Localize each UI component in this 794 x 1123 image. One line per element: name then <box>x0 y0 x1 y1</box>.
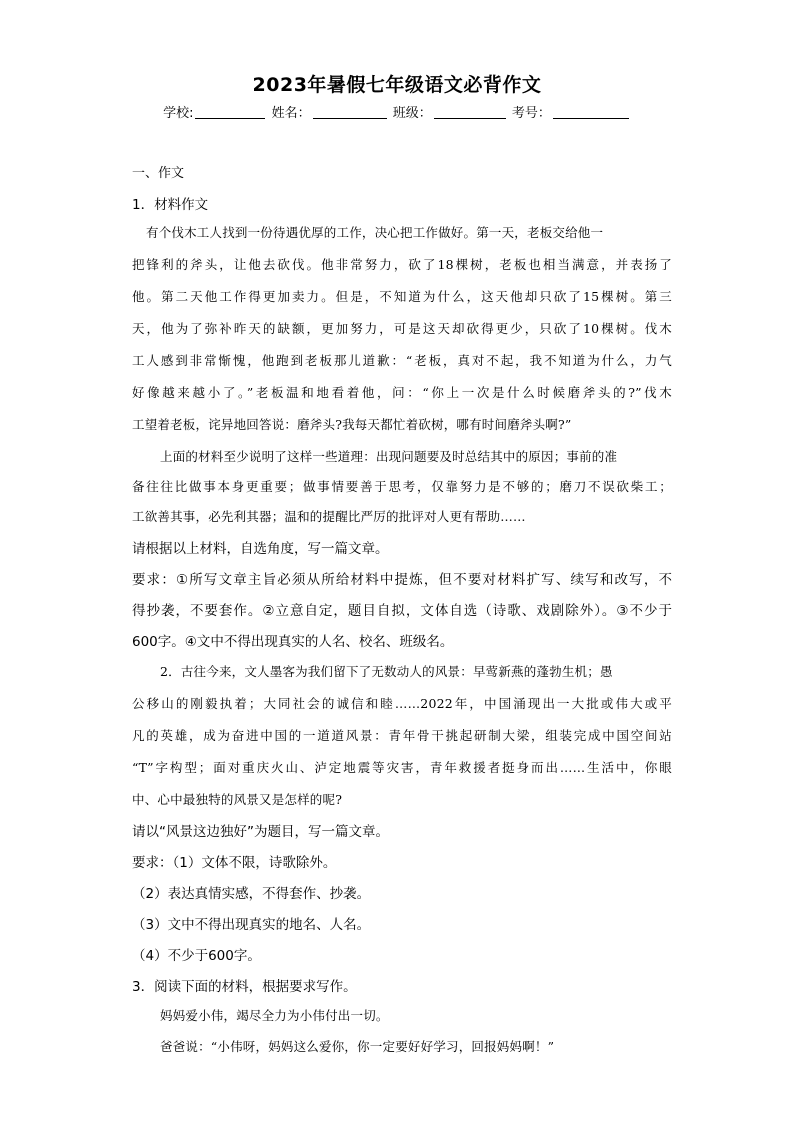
q1-requirement-line: 得抄袭，不要套作。②立意自定，题目自拟，文体自选（诗歌、戏剧除外）。③不少于 <box>132 603 672 619</box>
q2-material-line: 2．古往今来，文人墨客为我们留下了无数动人的风景：早莺新燕的蓬勃生机；愚 <box>160 664 613 679</box>
q1-material-line: 把锋利的斧头，让他去砍伐。他非常努力，砍了18棵树，老板也相当满意，并表扬了 <box>132 257 672 272</box>
q2-requirement-line: （2）表达真情实感，不得套作、抄袭。 <box>132 886 371 902</box>
class-label: 班级： <box>392 106 432 121</box>
name-blank <box>313 105 387 119</box>
q1-instruction: 请根据以上材料，自选角度，写一篇文章。 <box>132 541 389 557</box>
q2-instruction: 请以“风景这边独好”为题目，写一篇文章。 <box>132 824 389 840</box>
q1-heading: 1．材料作文 <box>132 197 209 213</box>
q1-material-line: 他。第二天他工作得更加卖力。但是，不知道为什么，这天他却只砍了15棵树。第三 <box>132 289 672 304</box>
q2-requirement-line: （3）文中不得出现真实的地名、人名。 <box>132 917 371 933</box>
q2-material-line: 凡的英雄，成为奋进中国的一道道风景：青年骨干挑起研制大梁，组装完成中国空间站 <box>132 728 672 743</box>
q3-heading: 3．阅读下面的材料，根据要求写作。 <box>132 979 357 995</box>
exam-no-blank <box>553 105 629 119</box>
q1-material-line: 工人感到非常惭愧，他跑到老板那儿道歉：“老板，真对不起，我不知道为什么，力气 <box>132 353 672 368</box>
exam-no-label: 考号： <box>511 106 551 121</box>
q2-requirement-line: 要求：（1）文体不限，诗歌除外。 <box>132 855 337 871</box>
school-label: 学校: <box>163 106 194 121</box>
q2-requirement-line: （4）不少于600字。 <box>132 948 261 964</box>
q1-material-line: 有个伐木工人找到一份待遇优厚的工作，决心把工作做好。第一天，老板交给他一 <box>146 225 604 240</box>
q2-material-line: 公移山的刚毅执着；大同社会的诚信和睦……2022年，中国涌现出一大批或伟大或平 <box>132 696 672 711</box>
school-blank <box>195 105 265 119</box>
q1-analysis-line: 上面的材料至少说明了这样一些道理：出现问题要及时总结其中的原因；事前的准 <box>160 449 618 464</box>
document-title: 2023年暑假七年级语文必背作文 <box>252 74 542 96</box>
q3-material-line: 妈妈爱小伟，竭尽全力为小伟付出一切。 <box>160 1008 389 1023</box>
q2-material-line: “T”字构型；面对重庆火山、泸定地震等灾害，青年救援者挺身而出……生活中，你眼 <box>132 760 672 775</box>
q1-material-line: 天，他为了弥补昨天的缺额，更加努力，可是这天却砍得更少，只砍了10棵树。伐木 <box>132 321 672 336</box>
section-heading: 一、作文 <box>132 166 185 181</box>
q1-material-line: 好像越来越小了。”老板温和地看着他，问：“你上一次是什么时候磨斧头的?”伐木 <box>132 385 672 400</box>
q3-material-line: 爸爸说：“小伟呀，妈妈这么爱你，你一定要好好学习，回报妈妈啊！” <box>160 1039 555 1054</box>
q1-requirement-line: 要求：①所写文章主旨必须从所给材料中提炼，但不要对材料扩写、续写和改写，不 <box>132 572 672 588</box>
q1-analysis-line: 工欲善其事，必先利其器；温和的提醒比严厉的批评对人更有帮助…… <box>132 509 526 524</box>
q1-requirement-line: 600字。④文中不得出现真实的人名、校名、班级名。 <box>132 634 454 650</box>
q1-material-line: 工望着老板，诧异地回答说：磨斧头?我每天都忙着砍树，哪有时间磨斧头啊?” <box>132 417 572 432</box>
q2-material-line: 中、心中最独特的风景又是怎样的呢? <box>132 792 343 807</box>
name-label: 姓名： <box>271 106 311 121</box>
class-blank <box>434 105 506 119</box>
student-info-row <box>0 102 794 121</box>
q1-analysis-line: 备往往比做事本身更重要；做事情要善于思考，仅靠努力是不够的；磨刀不误砍柴工； <box>132 479 672 494</box>
